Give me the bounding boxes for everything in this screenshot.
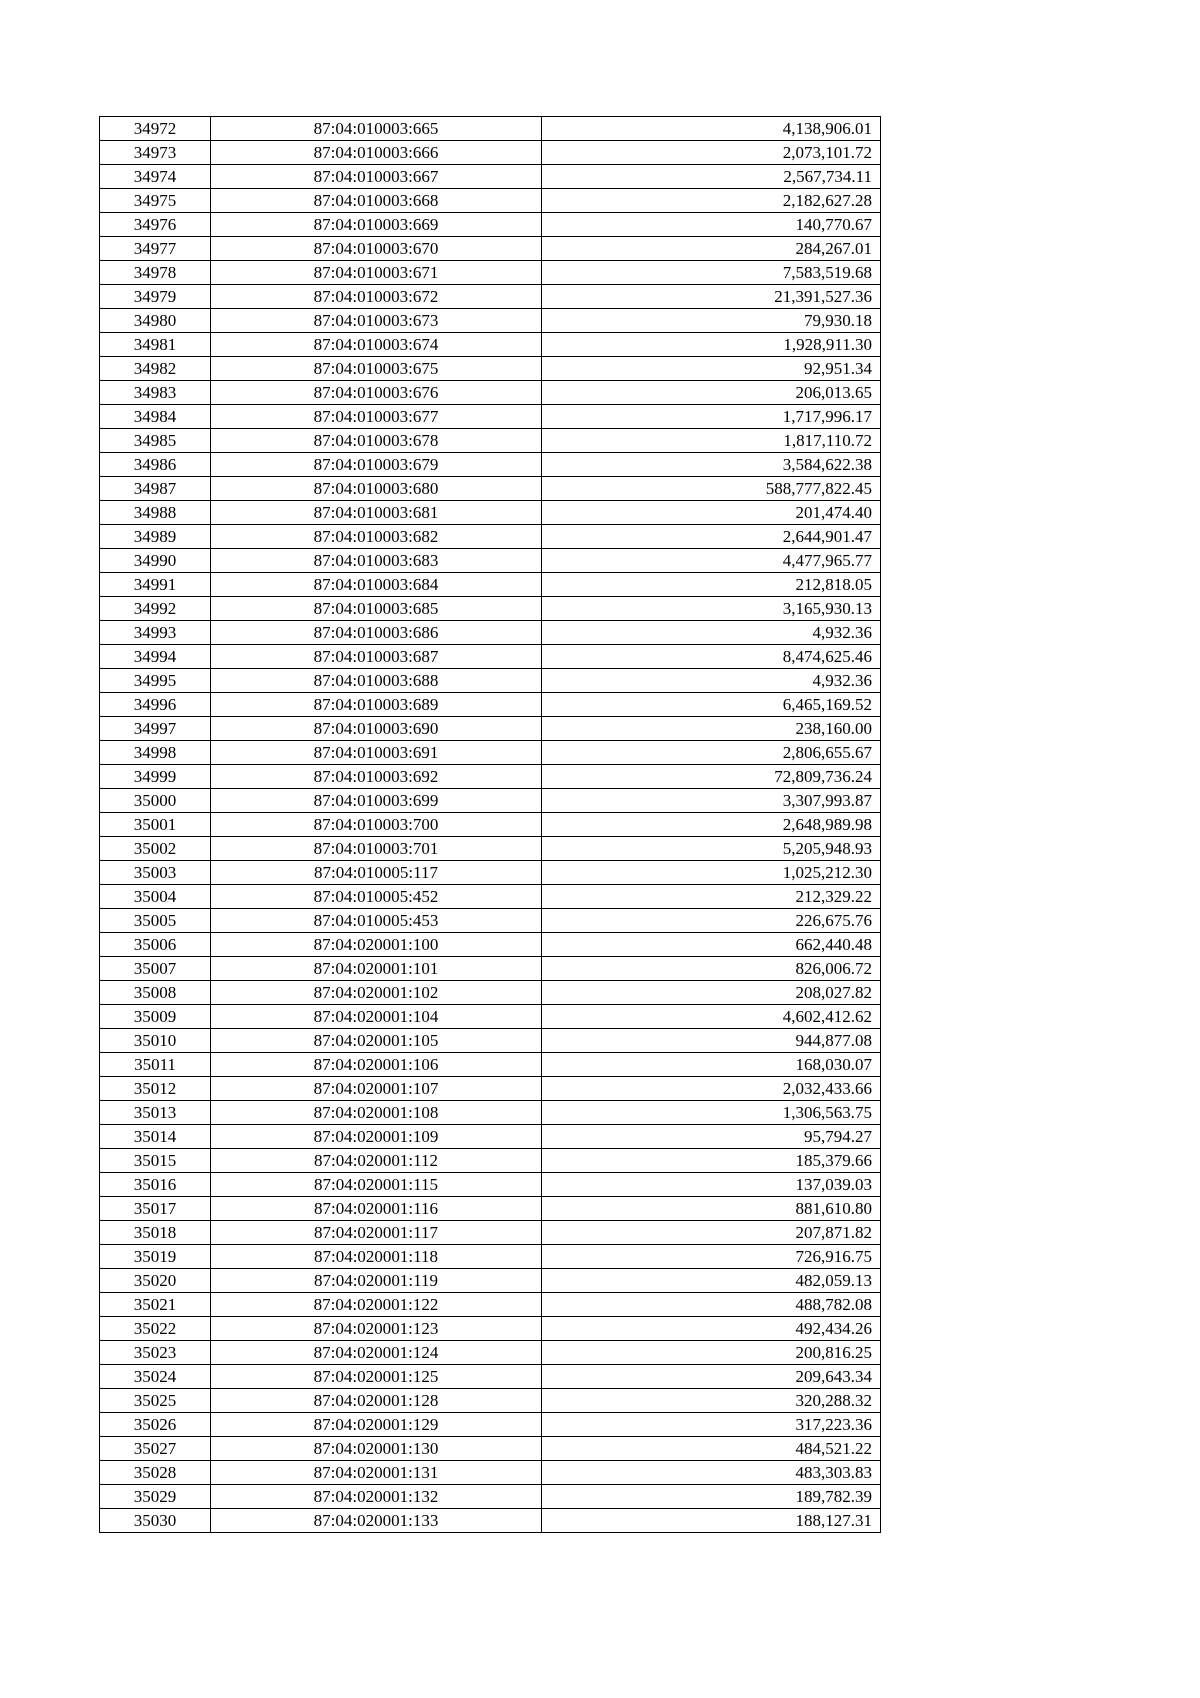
cadastral-code-cell: 87:04:020001:107 (211, 1077, 542, 1101)
table-row (100, 285, 881, 309)
table-row (100, 645, 881, 669)
cadastral-code-cell: 87:04:020001:130 (211, 1437, 542, 1461)
value-cell: 726,916.75 (542, 1245, 881, 1269)
value-cell: 320,288.32 (542, 1389, 881, 1413)
value-cell: 588,777,822.45 (542, 477, 881, 501)
value-cell: 168,030.07 (542, 1053, 881, 1077)
table-row (100, 813, 881, 837)
row-number-cell: 34998 (100, 741, 211, 765)
value-cell: 317,223.36 (542, 1413, 881, 1437)
table-row (100, 693, 881, 717)
cadastral-code-cell: 87:04:010003:687 (211, 645, 542, 669)
table-row (100, 453, 881, 477)
table-row (100, 189, 881, 213)
table-row (100, 1461, 881, 1485)
row-number-cell: 34977 (100, 237, 211, 261)
row-number-cell: 34999 (100, 765, 211, 789)
table-row (100, 213, 881, 237)
table-row (100, 1269, 881, 1293)
table-row (100, 789, 881, 813)
table-row (100, 981, 881, 1005)
value-cell: 238,160.00 (542, 717, 881, 741)
cadastral-code-cell: 87:04:010003:671 (211, 261, 542, 285)
value-cell: 7,583,519.68 (542, 261, 881, 285)
value-cell: 492,434.26 (542, 1317, 881, 1341)
row-number-cell: 35010 (100, 1029, 211, 1053)
row-number-cell: 35016 (100, 1173, 211, 1197)
cadastral-code-cell: 87:04:010003:679 (211, 453, 542, 477)
table-row (100, 1245, 881, 1269)
table-row (100, 933, 881, 957)
value-cell: 2,644,901.47 (542, 525, 881, 549)
table-row (100, 1149, 881, 1173)
table-row (100, 621, 881, 645)
cadastral-code-cell: 87:04:010003:686 (211, 621, 542, 645)
value-cell: 488,782.08 (542, 1293, 881, 1317)
row-number-cell: 34976 (100, 213, 211, 237)
table-row (100, 1173, 881, 1197)
value-cell: 5,205,948.93 (542, 837, 881, 861)
table-row (100, 309, 881, 333)
table-row (100, 501, 881, 525)
row-number-cell: 35024 (100, 1365, 211, 1389)
cadastral-code-cell: 87:04:010003:668 (211, 189, 542, 213)
table-row (100, 885, 881, 909)
table-row (100, 141, 881, 165)
value-cell: 92,951.34 (542, 357, 881, 381)
row-number-cell: 34990 (100, 549, 211, 573)
cadastral-code-cell: 87:04:010003:677 (211, 405, 542, 429)
cadastral-code-cell: 87:04:020001:117 (211, 1221, 542, 1245)
cadastral-code-cell: 87:04:020001:109 (211, 1125, 542, 1149)
cadastral-code-cell: 87:04:020001:124 (211, 1341, 542, 1365)
table-row (100, 1341, 881, 1365)
cadastral-code-cell: 87:04:010003:701 (211, 837, 542, 861)
value-cell: 201,474.40 (542, 501, 881, 525)
row-number-cell: 34979 (100, 285, 211, 309)
cadastral-code-cell: 87:04:010003:684 (211, 573, 542, 597)
table-row (100, 1005, 881, 1029)
value-cell: 284,267.01 (542, 237, 881, 261)
table-row (100, 381, 881, 405)
cadastral-code-cell: 87:04:020001:106 (211, 1053, 542, 1077)
value-cell: 944,877.08 (542, 1029, 881, 1053)
row-number-cell: 35006 (100, 933, 211, 957)
table-row (100, 333, 881, 357)
row-number-cell: 35018 (100, 1221, 211, 1245)
row-number-cell: 35011 (100, 1053, 211, 1077)
cadastral-code-cell: 87:04:010003:700 (211, 813, 542, 837)
value-cell: 79,930.18 (542, 309, 881, 333)
value-cell: 4,477,965.77 (542, 549, 881, 573)
value-cell: 206,013.65 (542, 381, 881, 405)
value-cell: 3,584,622.38 (542, 453, 881, 477)
table-row (100, 477, 881, 501)
value-cell: 21,391,527.36 (542, 285, 881, 309)
row-number-cell: 35029 (100, 1485, 211, 1509)
row-number-cell: 35013 (100, 1101, 211, 1125)
cadastral-code-cell: 87:04:010003:669 (211, 213, 542, 237)
cadastral-code-cell: 87:04:010003:680 (211, 477, 542, 501)
table-row (100, 405, 881, 429)
value-cell: 72,809,736.24 (542, 765, 881, 789)
cadastral-code-cell: 87:04:010003:691 (211, 741, 542, 765)
row-number-cell: 34994 (100, 645, 211, 669)
row-number-cell: 34993 (100, 621, 211, 645)
cadastral-code-cell: 87:04:010003:673 (211, 309, 542, 333)
table-row (100, 741, 881, 765)
value-cell: 881,610.80 (542, 1197, 881, 1221)
row-number-cell: 35022 (100, 1317, 211, 1341)
value-cell: 2,648,989.98 (542, 813, 881, 837)
row-number-cell: 35003 (100, 861, 211, 885)
cadastral-code-cell: 87:04:010003:665 (211, 117, 542, 141)
value-cell: 212,329.22 (542, 885, 881, 909)
cadastral-code-cell: 87:04:020001:115 (211, 1173, 542, 1197)
cadastral-code-cell: 87:04:010003:666 (211, 141, 542, 165)
cadastral-code-cell: 87:04:010003:682 (211, 525, 542, 549)
value-cell: 483,303.83 (542, 1461, 881, 1485)
row-number-cell: 34980 (100, 309, 211, 333)
row-number-cell: 34975 (100, 189, 211, 213)
cadastral-code-cell: 87:04:010003:683 (211, 549, 542, 573)
table-row (100, 429, 881, 453)
table-row (100, 1317, 881, 1341)
cadastral-code-cell: 87:04:020001:128 (211, 1389, 542, 1413)
cadastral-code-cell: 87:04:010003:685 (211, 597, 542, 621)
table-row (100, 1365, 881, 1389)
table-row (100, 1293, 881, 1317)
row-number-cell: 35021 (100, 1293, 211, 1317)
table-row (100, 909, 881, 933)
value-cell: 1,025,212.30 (542, 861, 881, 885)
table-row (100, 117, 881, 141)
row-number-cell: 35027 (100, 1437, 211, 1461)
cadastral-code-cell: 87:04:010003:676 (211, 381, 542, 405)
cadastral-code-cell: 87:04:010005:452 (211, 885, 542, 909)
row-number-cell: 34974 (100, 165, 211, 189)
table-row (100, 357, 881, 381)
row-number-cell: 34995 (100, 669, 211, 693)
table-row (100, 549, 881, 573)
table-row (100, 861, 881, 885)
row-number-cell: 34996 (100, 693, 211, 717)
value-cell: 1,306,563.75 (542, 1101, 881, 1125)
value-cell: 137,039.03 (542, 1173, 881, 1197)
cadastral-code-cell: 87:04:020001:101 (211, 957, 542, 981)
table-row (100, 1437, 881, 1461)
cadastral-code-cell: 87:04:010003:690 (211, 717, 542, 741)
value-cell: 200,816.25 (542, 1341, 881, 1365)
row-number-cell: 34992 (100, 597, 211, 621)
cadastral-code-cell: 87:04:020001:116 (211, 1197, 542, 1221)
cadastral-code-cell: 87:04:010003:667 (211, 165, 542, 189)
row-number-cell: 35028 (100, 1461, 211, 1485)
value-cell: 188,127.31 (542, 1509, 881, 1533)
table-row (100, 1413, 881, 1437)
table-row (100, 165, 881, 189)
value-cell: 484,521.22 (542, 1437, 881, 1461)
row-number-cell: 35023 (100, 1341, 211, 1365)
row-number-cell: 34985 (100, 429, 211, 453)
cadastral-code-cell: 87:04:010003:674 (211, 333, 542, 357)
value-cell: 2,806,655.67 (542, 741, 881, 765)
row-number-cell: 34988 (100, 501, 211, 525)
row-number-cell: 35009 (100, 1005, 211, 1029)
value-cell: 4,138,906.01 (542, 117, 881, 141)
value-cell: 140,770.67 (542, 213, 881, 237)
table-row (100, 1389, 881, 1413)
row-number-cell: 35019 (100, 1245, 211, 1269)
table-row (100, 837, 881, 861)
table-row (100, 1221, 881, 1245)
row-number-cell: 35007 (100, 957, 211, 981)
row-number-cell: 35014 (100, 1125, 211, 1149)
row-number-cell: 34986 (100, 453, 211, 477)
value-cell: 189,782.39 (542, 1485, 881, 1509)
table-row (100, 261, 881, 285)
cadastral-code-cell: 87:04:020001:102 (211, 981, 542, 1005)
cadastral-code-cell: 87:04:010003:681 (211, 501, 542, 525)
table-row (100, 957, 881, 981)
cadastral-code-cell: 87:04:020001:133 (211, 1509, 542, 1533)
value-cell: 95,794.27 (542, 1125, 881, 1149)
row-number-cell: 35008 (100, 981, 211, 1005)
value-cell: 482,059.13 (542, 1269, 881, 1293)
row-number-cell: 35030 (100, 1509, 211, 1533)
value-cell: 185,379.66 (542, 1149, 881, 1173)
value-cell: 1,928,911.30 (542, 333, 881, 357)
value-cell: 2,182,627.28 (542, 189, 881, 213)
table-row (100, 1077, 881, 1101)
value-cell: 1,717,996.17 (542, 405, 881, 429)
cadastral-code-cell: 87:04:020001:123 (211, 1317, 542, 1341)
row-number-cell: 34972 (100, 117, 211, 141)
cadastral-code-cell: 87:04:020001:100 (211, 933, 542, 957)
row-number-cell: 35001 (100, 813, 211, 837)
table-row (100, 1485, 881, 1509)
cadastral-code-cell: 87:04:010003:675 (211, 357, 542, 381)
value-cell: 207,871.82 (542, 1221, 881, 1245)
table-body (100, 117, 881, 1533)
cadastral-code-cell: 87:04:010003:678 (211, 429, 542, 453)
value-cell: 826,006.72 (542, 957, 881, 981)
value-cell: 3,165,930.13 (542, 597, 881, 621)
document-table (99, 116, 881, 1533)
table-row (100, 765, 881, 789)
table-row (100, 669, 881, 693)
value-cell: 2,567,734.11 (542, 165, 881, 189)
value-cell: 1,817,110.72 (542, 429, 881, 453)
cadastral-code-cell: 87:04:020001:105 (211, 1029, 542, 1053)
row-number-cell: 35004 (100, 885, 211, 909)
cadastral-code-cell: 87:04:020001:108 (211, 1101, 542, 1125)
value-cell: 6,465,169.52 (542, 693, 881, 717)
table-row (100, 237, 881, 261)
cadastral-code-cell: 87:04:020001:122 (211, 1293, 542, 1317)
row-number-cell: 35000 (100, 789, 211, 813)
cadastral-code-cell: 87:04:020001:129 (211, 1413, 542, 1437)
row-number-cell: 34997 (100, 717, 211, 741)
table-row (100, 525, 881, 549)
row-number-cell: 34984 (100, 405, 211, 429)
value-cell: 4,932.36 (542, 669, 881, 693)
cadastral-code-cell: 87:04:020001:104 (211, 1005, 542, 1029)
row-number-cell: 34989 (100, 525, 211, 549)
cadastral-code-cell: 87:04:020001:131 (211, 1461, 542, 1485)
row-number-cell: 35005 (100, 909, 211, 933)
cadastral-code-cell: 87:04:010003:688 (211, 669, 542, 693)
table-row (100, 717, 881, 741)
row-number-cell: 35026 (100, 1413, 211, 1437)
row-number-cell: 34987 (100, 477, 211, 501)
row-number-cell: 34982 (100, 357, 211, 381)
value-cell: 226,675.76 (542, 909, 881, 933)
value-cell: 2,032,433.66 (542, 1077, 881, 1101)
table-row (100, 1029, 881, 1053)
cadastral-code-cell: 87:04:020001:112 (211, 1149, 542, 1173)
cadastral-code-cell: 87:04:010005:453 (211, 909, 542, 933)
row-number-cell: 35015 (100, 1149, 211, 1173)
value-cell: 662,440.48 (542, 933, 881, 957)
value-cell: 4,602,412.62 (542, 1005, 881, 1029)
cadastral-code-cell: 87:04:010003:672 (211, 285, 542, 309)
row-number-cell: 34981 (100, 333, 211, 357)
cadastral-code-cell: 87:04:010003:689 (211, 693, 542, 717)
cadastral-code-cell: 87:04:020001:125 (211, 1365, 542, 1389)
row-number-cell: 34991 (100, 573, 211, 597)
table-row (100, 573, 881, 597)
row-number-cell: 35017 (100, 1197, 211, 1221)
cadastral-code-cell: 87:04:020001:118 (211, 1245, 542, 1269)
row-number-cell: 35012 (100, 1077, 211, 1101)
value-cell: 4,932.36 (542, 621, 881, 645)
row-number-cell: 34978 (100, 261, 211, 285)
cadastral-code-cell: 87:04:010003:699 (211, 789, 542, 813)
cadastral-code-cell: 87:04:020001:119 (211, 1269, 542, 1293)
row-number-cell: 35002 (100, 837, 211, 861)
row-number-cell: 35025 (100, 1389, 211, 1413)
cadastral-code-cell: 87:04:010003:692 (211, 765, 542, 789)
table-row (100, 1101, 881, 1125)
value-cell: 2,073,101.72 (542, 141, 881, 165)
row-number-cell: 34983 (100, 381, 211, 405)
cadastral-code-cell: 87:04:020001:132 (211, 1485, 542, 1509)
table-row (100, 1197, 881, 1221)
table-row (100, 1509, 881, 1533)
table-row (100, 1053, 881, 1077)
row-number-cell: 34973 (100, 141, 211, 165)
cadastral-code-cell: 87:04:010003:670 (211, 237, 542, 261)
table-row (100, 1125, 881, 1149)
cadastral-code-cell: 87:04:010005:117 (211, 861, 542, 885)
value-cell: 212,818.05 (542, 573, 881, 597)
table-row (100, 597, 881, 621)
value-cell: 3,307,993.87 (542, 789, 881, 813)
value-cell: 208,027.82 (542, 981, 881, 1005)
row-number-cell: 35020 (100, 1269, 211, 1293)
value-cell: 209,643.34 (542, 1365, 881, 1389)
value-cell: 8,474,625.46 (542, 645, 881, 669)
